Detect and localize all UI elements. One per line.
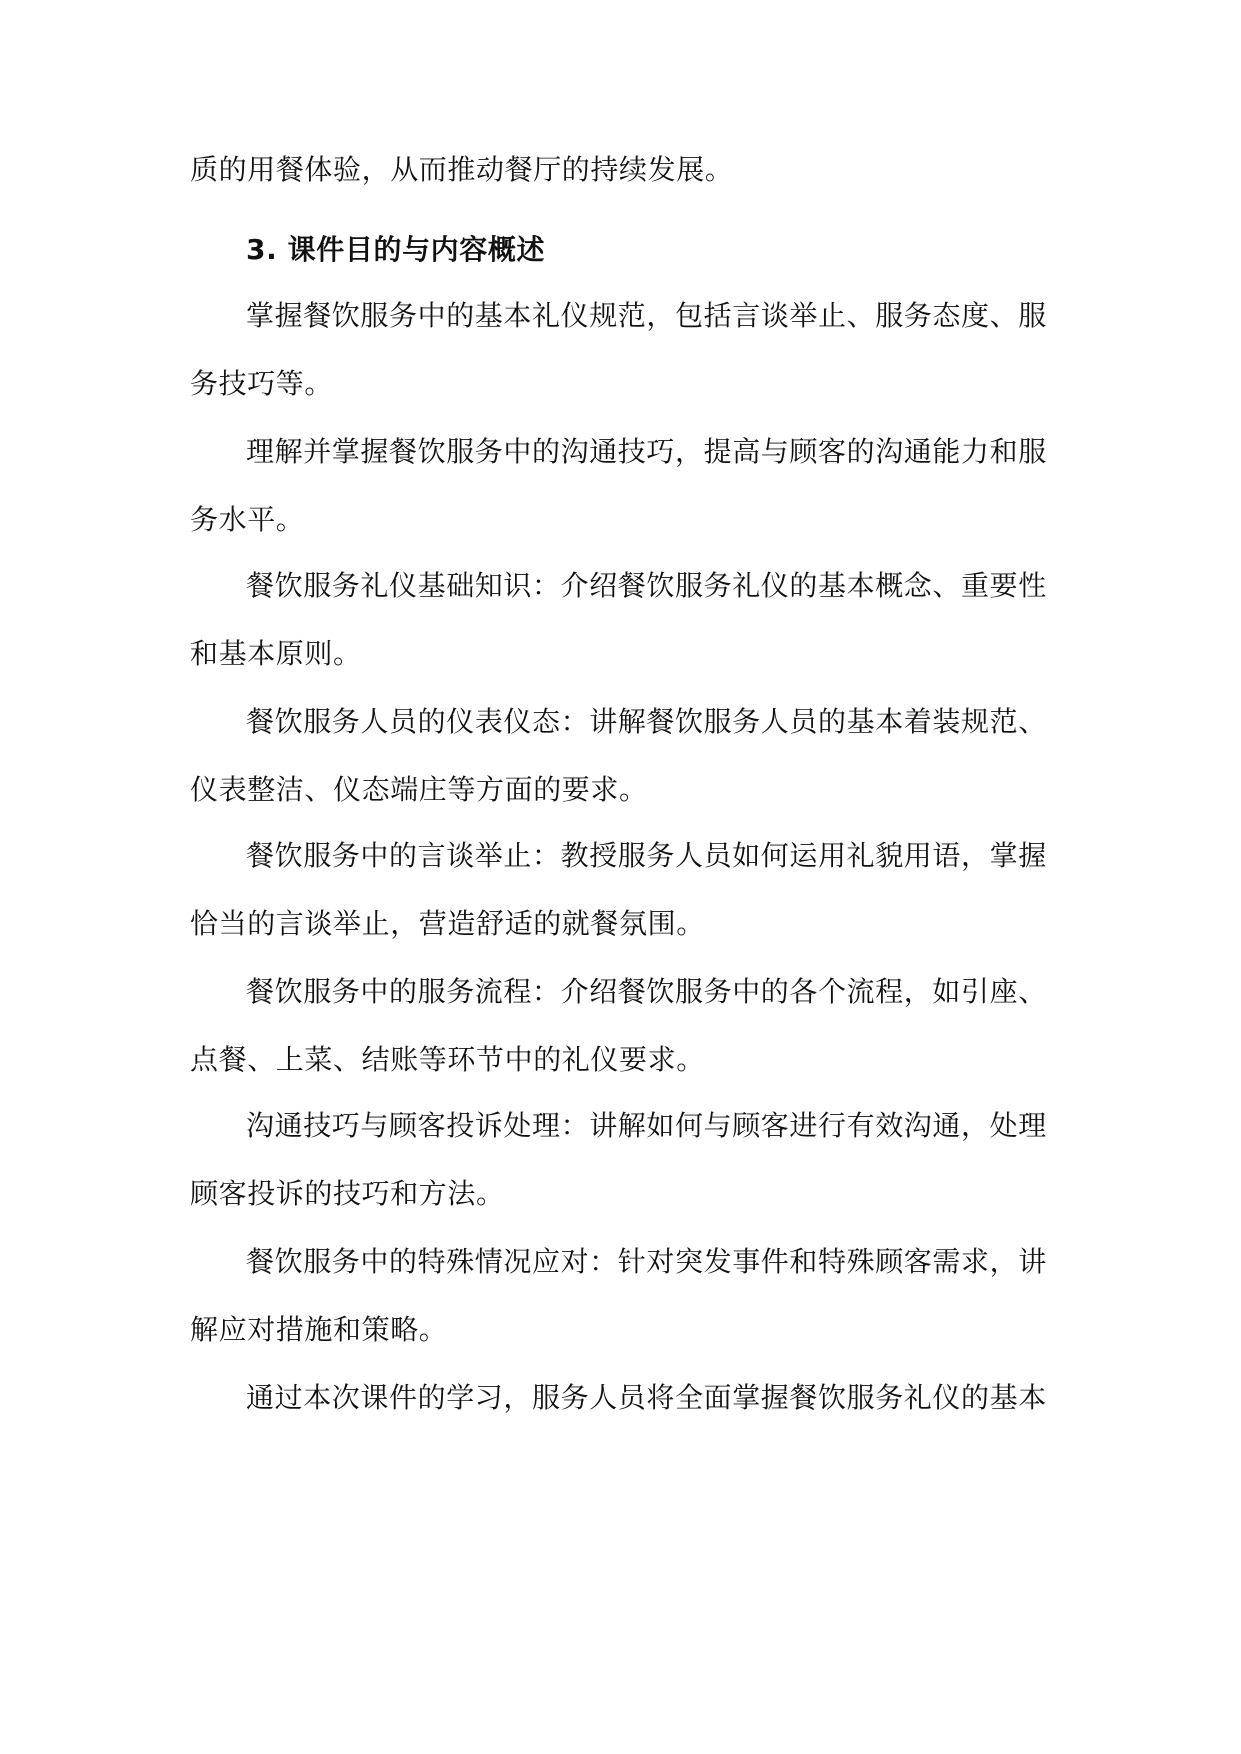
paragraph-1-line-1: 掌握餐饮服务中的基本礼仪规范，包括言谈举止、服务态度、服 bbox=[246, 299, 1047, 332]
paragraph-2-line-1: 理解并掌握餐饮服务中的沟通技巧，提高与顾客的沟通能力和服 bbox=[246, 435, 1047, 468]
paragraph-5-line-2: 恰当的言谈举止，营造舒适的就餐氛围。 bbox=[190, 907, 705, 940]
paragraph-6-line-2: 点餐、上菜、结账等环节中的礼仪要求。 bbox=[190, 1043, 705, 1076]
paragraph-7-line-1: 沟通技巧与顾客投诉处理：讲解如何与顾客进行有效沟通，处理 bbox=[246, 1109, 1047, 1142]
paragraph-4-line-2: 仪表整洁、仪态端庄等方面的要求。 bbox=[190, 773, 648, 806]
paragraph-2-line-2: 务水平。 bbox=[190, 503, 305, 536]
section-heading: 3. 课件目的与内容概述 bbox=[246, 233, 546, 266]
paragraph-3-line-1: 餐饮服务礼仪基础知识：介绍餐饮服务礼仪的基本概念、重要性 bbox=[246, 569, 1047, 602]
continuation-line: 质的用餐体验，从而推动餐厅的持续发展。 bbox=[190, 153, 734, 186]
paragraph-8-line-1: 餐饮服务中的特殊情况应对：针对突发事件和特殊顾客需求，讲 bbox=[246, 1245, 1047, 1278]
paragraph-8-line-2: 解应对措施和策略。 bbox=[190, 1313, 448, 1346]
paragraph-3-line-2: 和基本原则。 bbox=[190, 637, 362, 670]
paragraph-7-line-2: 顾客投诉的技巧和方法。 bbox=[190, 1177, 505, 1210]
paragraph-6-line-1: 餐饮服务中的服务流程：介绍餐饮服务中的各个流程，如引座、 bbox=[246, 975, 1047, 1008]
paragraph-5-line-1: 餐饮服务中的言谈举止：教授服务人员如何运用礼貌用语，掌握 bbox=[246, 839, 1047, 872]
paragraph-1-line-2: 务技巧等。 bbox=[190, 367, 334, 400]
paragraph-4-line-1: 餐饮服务人员的仪表仪态：讲解餐饮服务人员的基本着装规范、 bbox=[246, 705, 1047, 738]
paragraph-9-line-1: 通过本次课件的学习，服务人员将全面掌握餐饮服务礼仪的基本 bbox=[246, 1381, 1047, 1414]
